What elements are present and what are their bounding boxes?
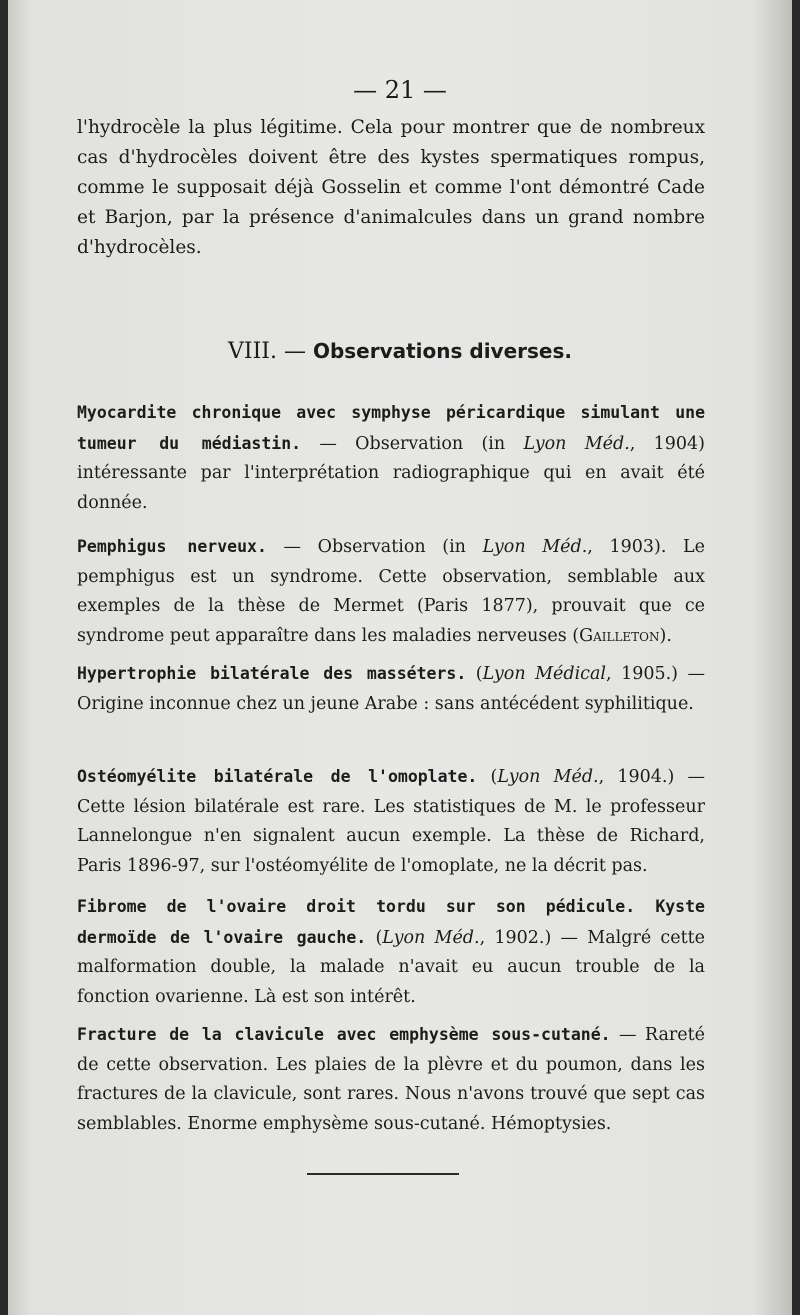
- entry-fibrome: [77, 892, 705, 1012]
- entry-text: , 1904) intéressante par l'interprétation radiographique qui en avait été donnée.: [77, 433, 705, 513]
- entry-title: Myocardite chronique avec symphyse péricardique simulant une tumeur du médiastin.: [77, 403, 705, 453]
- entry-myocardite: [77, 398, 705, 518]
- page-number: — 21 —: [353, 76, 447, 104]
- entry-text: (: [477, 767, 498, 787]
- entry-text: (: [366, 927, 383, 948]
- entry-title: Ostéomyélite bilatérale de l'omoplate.: [77, 767, 478, 786]
- entry-text: , 1902.) — Malgré cette malformation double, la malade n'avait eu aucun trouble de la fonction ovarienne. Là est son intérêt.: [77, 927, 705, 1007]
- entry-fracture: [77, 1020, 705, 1139]
- entry-hypertrophie: [77, 659, 705, 719]
- entry-author: Gailleton: [579, 625, 660, 646]
- book-page: [8, 0, 792, 1315]
- section-dash: —: [283, 339, 306, 364]
- intro-paragraph: l'hydrocèle la plus légitime. Cela pour montrer que de nombreux cas d'hydrocèles doivent être des kystes spermatiques rompus, comme le supposait déjà Gosselin et comme l'ont démontré Cade et Barjon, par la présence d'animalcules dans un grand nombre d'hydrocèles.: [77, 117, 705, 258]
- entry-source: Lyon Méd.: [497, 767, 599, 787]
- entry-source: Lyon Médical: [482, 664, 607, 684]
- entry-text: , 1904.) — Cette lésion bilatérale est rare. Les statistiques de M. le professeur Lannelongue n'en signalent aucun exemple. La thèse de Richard, Paris 1896-97, sur l'ostéomyélite de l'omoplate, ne la décrit pas.: [77, 767, 705, 876]
- entry-text: (: [466, 664, 483, 684]
- entry-text: ).: [659, 625, 672, 646]
- entry-osteomyelite: [77, 762, 705, 881]
- entry-text: — Rareté de cette observation. Les plaies de la plèvre et du poumon, dans les fractures de la clavicule, sont rares. Nous n'avons trouvé que sept cas semblables. Enorme emphysème sous-cutané. Hémoptysies.: [77, 1025, 705, 1134]
- entry-text: , 1903). Le pemphigus est un syndrome. Cette observation, semblable aux exemples de la thèse de Mermet (Paris 1877), prouvait que ce syndrome peut apparaître dans les maladies nerveuses (: [77, 537, 705, 646]
- section-heading: [8, 339, 792, 364]
- section-numeral: VIII.: [227, 339, 277, 364]
- entry-title: Hypertrophie bilatérale des masséters.: [77, 664, 467, 683]
- entry-title: Pemphigus nerveux.: [77, 537, 267, 556]
- closing-rule: [307, 1173, 459, 1175]
- entry-pemphigus: [77, 532, 705, 651]
- section-title: Observations diverses.: [312, 339, 572, 363]
- entry-text: — Observation (in: [301, 433, 524, 454]
- entry-source: Lyon Méd.: [482, 537, 588, 557]
- entry-title: Fibrome de l'ovaire droit tordu sur son pédicule. Kyste dermoïde de l'ovaire gauche.: [77, 897, 705, 947]
- entry-text: — Observation (in: [266, 537, 483, 557]
- entry-text: , 1905.) — Origine inconnue chez un jeune Arabe : sans antécédent syphilitique.: [77, 664, 705, 714]
- entry-source: Lyon Méd.: [382, 927, 480, 948]
- entry-title: Fracture de la clavicule avec emphysème sous-cutané.: [77, 1025, 611, 1044]
- entry-source: Lyon Méd.: [523, 433, 630, 454]
